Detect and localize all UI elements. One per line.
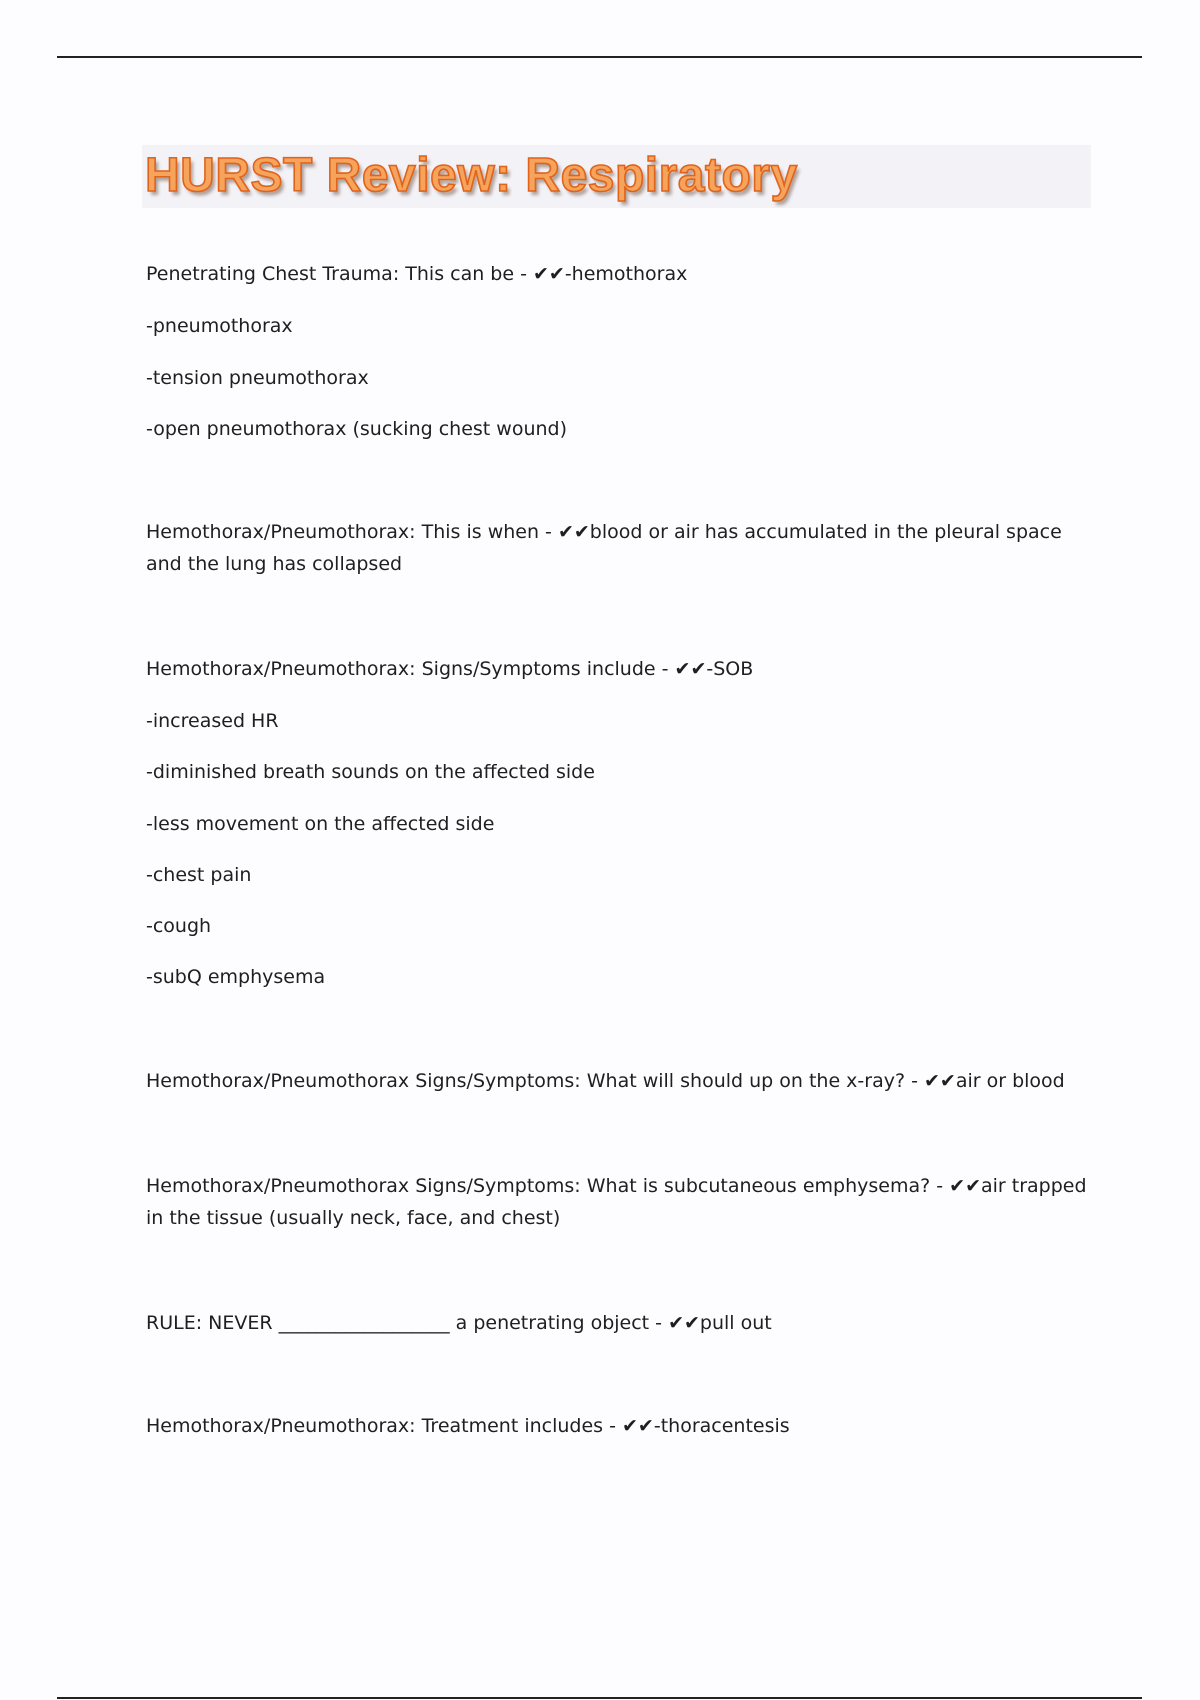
question-treatment: Hemothorax/Pneumothorax: Treatment includes - ✔✔-thoracentesis [146,1415,790,1437]
question-penetrating-chest-trauma: Penetrating Chest Trauma: This can be - ✔✔-hemothorax [146,263,688,285]
question-subcutaneous-emphysema: Hemothorax/Pneumothorax Signs/Symptoms: What is subcutaneous emphysema? - ✔✔air trapped in the tissue (usually neck, face, and chest) [146,1175,1087,1229]
list-item: -subQ emphysema [146,966,326,988]
list-item: -open pneumothorax (sucking chest wound) [146,418,567,440]
list-item: -pneumothorax [146,315,293,337]
question-signs-symptoms: Hemothorax/Pneumothorax: Signs/Symptoms include - ✔✔-SOB [146,658,754,680]
header-rule [57,56,1142,58]
question-xray: Hemothorax/Pneumothorax Signs/Symptoms: What will should up on the x-ray? - ✔✔air or blood [146,1070,1065,1092]
list-item: -cough [146,915,212,937]
list-item: -tension pneumothorax [146,367,369,389]
question-hemothorax-definition: Hemothorax/Pneumothorax: This is when - ✔✔blood or air has accumulated in the pleural space and the lung has collapsed [146,521,1062,575]
list-item: -chest pain [146,864,252,886]
list-item: -diminished breath sounds on the affected side [146,761,595,783]
document-title: HURST Review: Respiratory [145,149,798,202]
list-item: -increased HR [146,710,279,732]
list-item: -less movement on the affected side [146,813,495,835]
question-rule-never: RULE: NEVER __________________ a penetrating object - ✔✔pull out [146,1312,772,1334]
footer-rule [57,1697,1142,1699]
